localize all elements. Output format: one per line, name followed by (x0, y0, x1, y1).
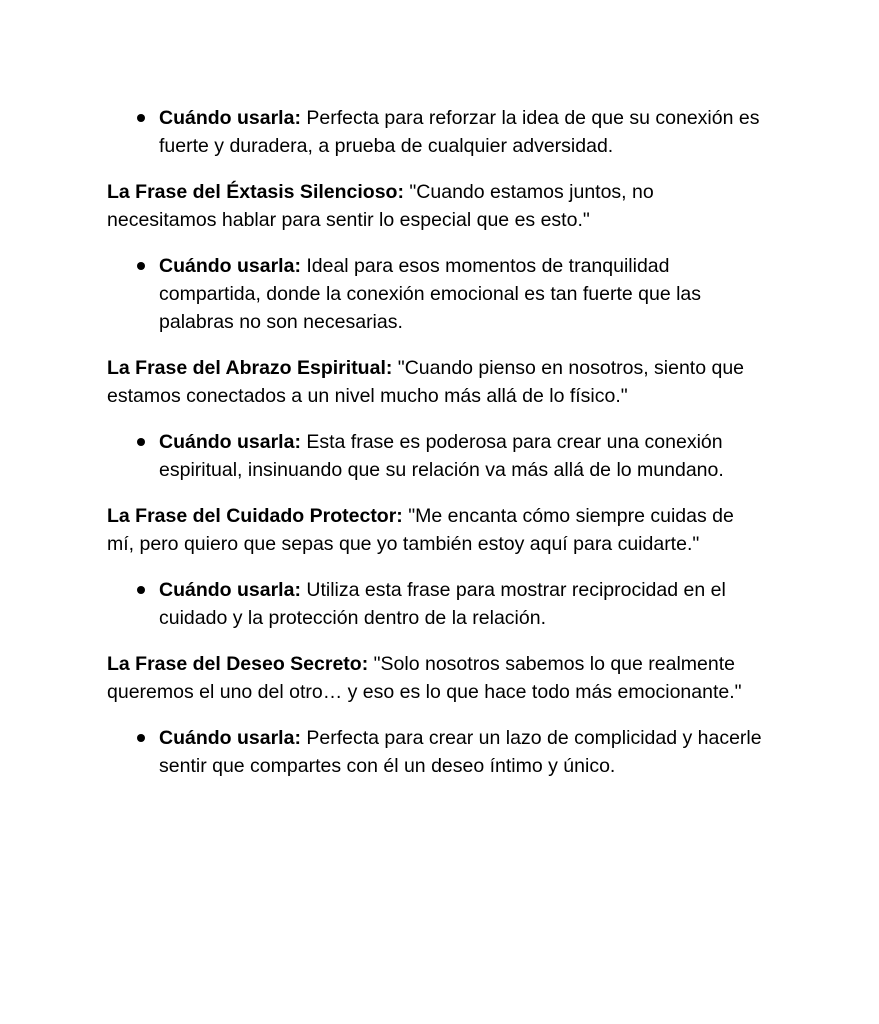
list-item (107, 724, 787, 780)
phrase-paragraph (107, 502, 747, 558)
phrase-title: La Frase del Éxtasis Silencioso: (107, 181, 404, 203)
list-item (107, 428, 787, 484)
bullet-text: Perfecta para reforzar la idea de que su conexión es fuerte y duradera, a prueba de cualquier adversidad. (159, 107, 760, 157)
list-item (107, 104, 787, 160)
bullet-label: Cuándo usarla: (159, 431, 301, 453)
bullet-text: Ideal para esos momentos de tranquilidad compartida, donde la conexión emocional es tan fuerte que las palabras no son necesarias. (159, 255, 702, 333)
phrase-paragraph (107, 354, 747, 410)
bullet-label: Cuándo usarla: (159, 255, 301, 277)
bullet-text: Utiliza esta frase para mostrar reciprocidad en el cuidado y la protección dentro de la relación. (159, 579, 726, 629)
phrase-paragraph (107, 650, 747, 706)
bullet-text: Esta frase es poderosa para crear una conexión espiritual, insinuando que su relación va más allá de lo mundano. (159, 431, 724, 481)
bullet-dot-icon (137, 262, 145, 270)
bullet-list (107, 724, 787, 780)
phrase-paragraph (107, 178, 727, 234)
bullet-list (107, 576, 787, 632)
bullet-dot-icon (137, 586, 145, 594)
phrase-title: La Frase del Deseo Secreto: (107, 653, 369, 675)
phrase-quote: "Cuando pienso en nosotros, siento que estamos conectados a un nivel mucho más allá de lo físico." (107, 357, 745, 407)
document-page (107, 104, 787, 798)
phrase-quote: "Me encanta cómo siempre cuidas de mí, pero quiero que sepas que yo también estoy aquí para cuidarte." (107, 505, 734, 555)
bullet-label: Cuándo usarla: (159, 727, 301, 749)
bullet-dot-icon (137, 734, 145, 742)
bullet-text: Perfecta para crear un lazo de complicidad y hacerle sentir que compartes con él un deseo íntimo y único. (159, 727, 762, 777)
bullet-list (107, 252, 787, 336)
bullet-dot-icon (137, 114, 145, 122)
bullet-label: Cuándo usarla: (159, 579, 301, 601)
phrase-quote: "Cuando estamos juntos, no necesitamos hablar para sentir lo especial que es esto." (107, 181, 654, 231)
list-item (107, 252, 787, 336)
list-item (107, 576, 787, 632)
bullet-dot-icon (137, 438, 145, 446)
bullet-label: Cuándo usarla: (159, 107, 301, 129)
phrase-title: La Frase del Abrazo Espiritual: (107, 357, 393, 379)
bullet-list (107, 428, 787, 484)
bullet-list (107, 104, 787, 160)
phrase-title: La Frase del Cuidado Protector: (107, 505, 403, 527)
phrase-quote: "Solo nosotros sabemos lo que realmente queremos el uno del otro… y eso es lo que hace todo más emocionante." (107, 653, 742, 703)
